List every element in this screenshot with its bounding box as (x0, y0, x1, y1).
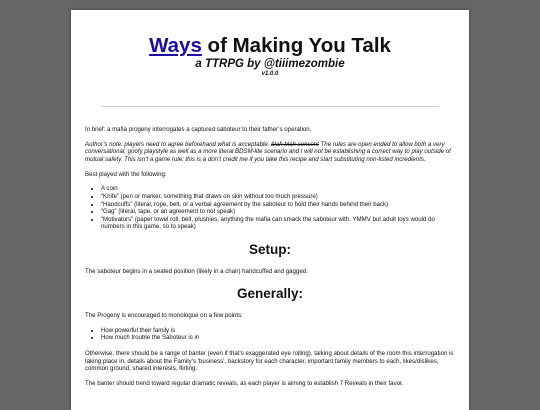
title-rest: of Making You Talk (201, 34, 391, 57)
list-item: • “Motivators” (paper towel roll, belt, plushies, anything the mafia can smack the saboteur with. YMMV but adult toys would do numbers in this game, so to speak) (101, 216, 455, 231)
author-note-struck: blah blah consent (271, 140, 319, 148)
best-played-label: Best played with the following: (85, 170, 167, 178)
document-page (71, 10, 469, 410)
setup-paragraph: The saboteur begins in a seated position (likely in a chair) handcuffed and gagged. (85, 267, 308, 275)
list-item: • A coin (101, 185, 455, 193)
list-item: • “Handcuffs” (literal, rope, belt, or a verbal agreement by the saboteur to hold their hands behind their back) (101, 201, 455, 209)
setup-heading: Setup: (249, 241, 291, 257)
page-subtitle: a TTRPG by @tiiimezombie (195, 57, 345, 70)
version-label: v1.0.0 (261, 70, 279, 77)
page-title (85, 35, 455, 58)
document-content (71, 35, 469, 388)
author-note (85, 141, 455, 164)
list-item: • “Gag” (literal, tape, or an agreement to not speak) (101, 208, 455, 216)
generally-intro: The Progeny is encouraged to monologue on a few points: (85, 312, 243, 320)
equipment-list (85, 185, 455, 231)
reveals-paragraph: The banter should trend toward regular dramatic reveals, as each player is aiming to establish 7 Reveals in their favor. (85, 379, 404, 387)
section-divider (101, 106, 439, 107)
title-link[interactable]: Ways (149, 34, 202, 57)
author-note-after: The rules are open ended to allow both a very conversational, goofy playstyle as well as a more literal BDSM-lite scenario and I will not be establishing a correct way to play outside of mutual safety. This isn’t a game rule; this is a don’t credit me if you take this recipe and start substituting non-listed incredients. (85, 140, 451, 164)
list-item: • How much trouble the Saboteur is in (101, 334, 455, 342)
list-item: • “Knife” (pen or marker, something that draws on skin without too much pressure) (101, 193, 455, 201)
author-note-before: Author’s note: players need to agree beforehand what is acceptable. (85, 140, 272, 148)
banter-paragraph: Otherwise, there should be a range of banter (even if that’s exaggerated eye rolling), talking about details of the room this interrogation is taking place in, details about the Family’s ‘business’, backstory for each character, important family members to each, likes/dislikes, common ground, shared interests, flirting. (85, 350, 454, 373)
generally-heading: Generally: (236, 286, 304, 302)
monologue-points-list (85, 327, 455, 342)
list-item: • How powerful their family is (101, 327, 455, 335)
intro-paragraph: In brief: a mafia progeny interrogates a captured saboteur to their father’s operation. (85, 126, 312, 134)
